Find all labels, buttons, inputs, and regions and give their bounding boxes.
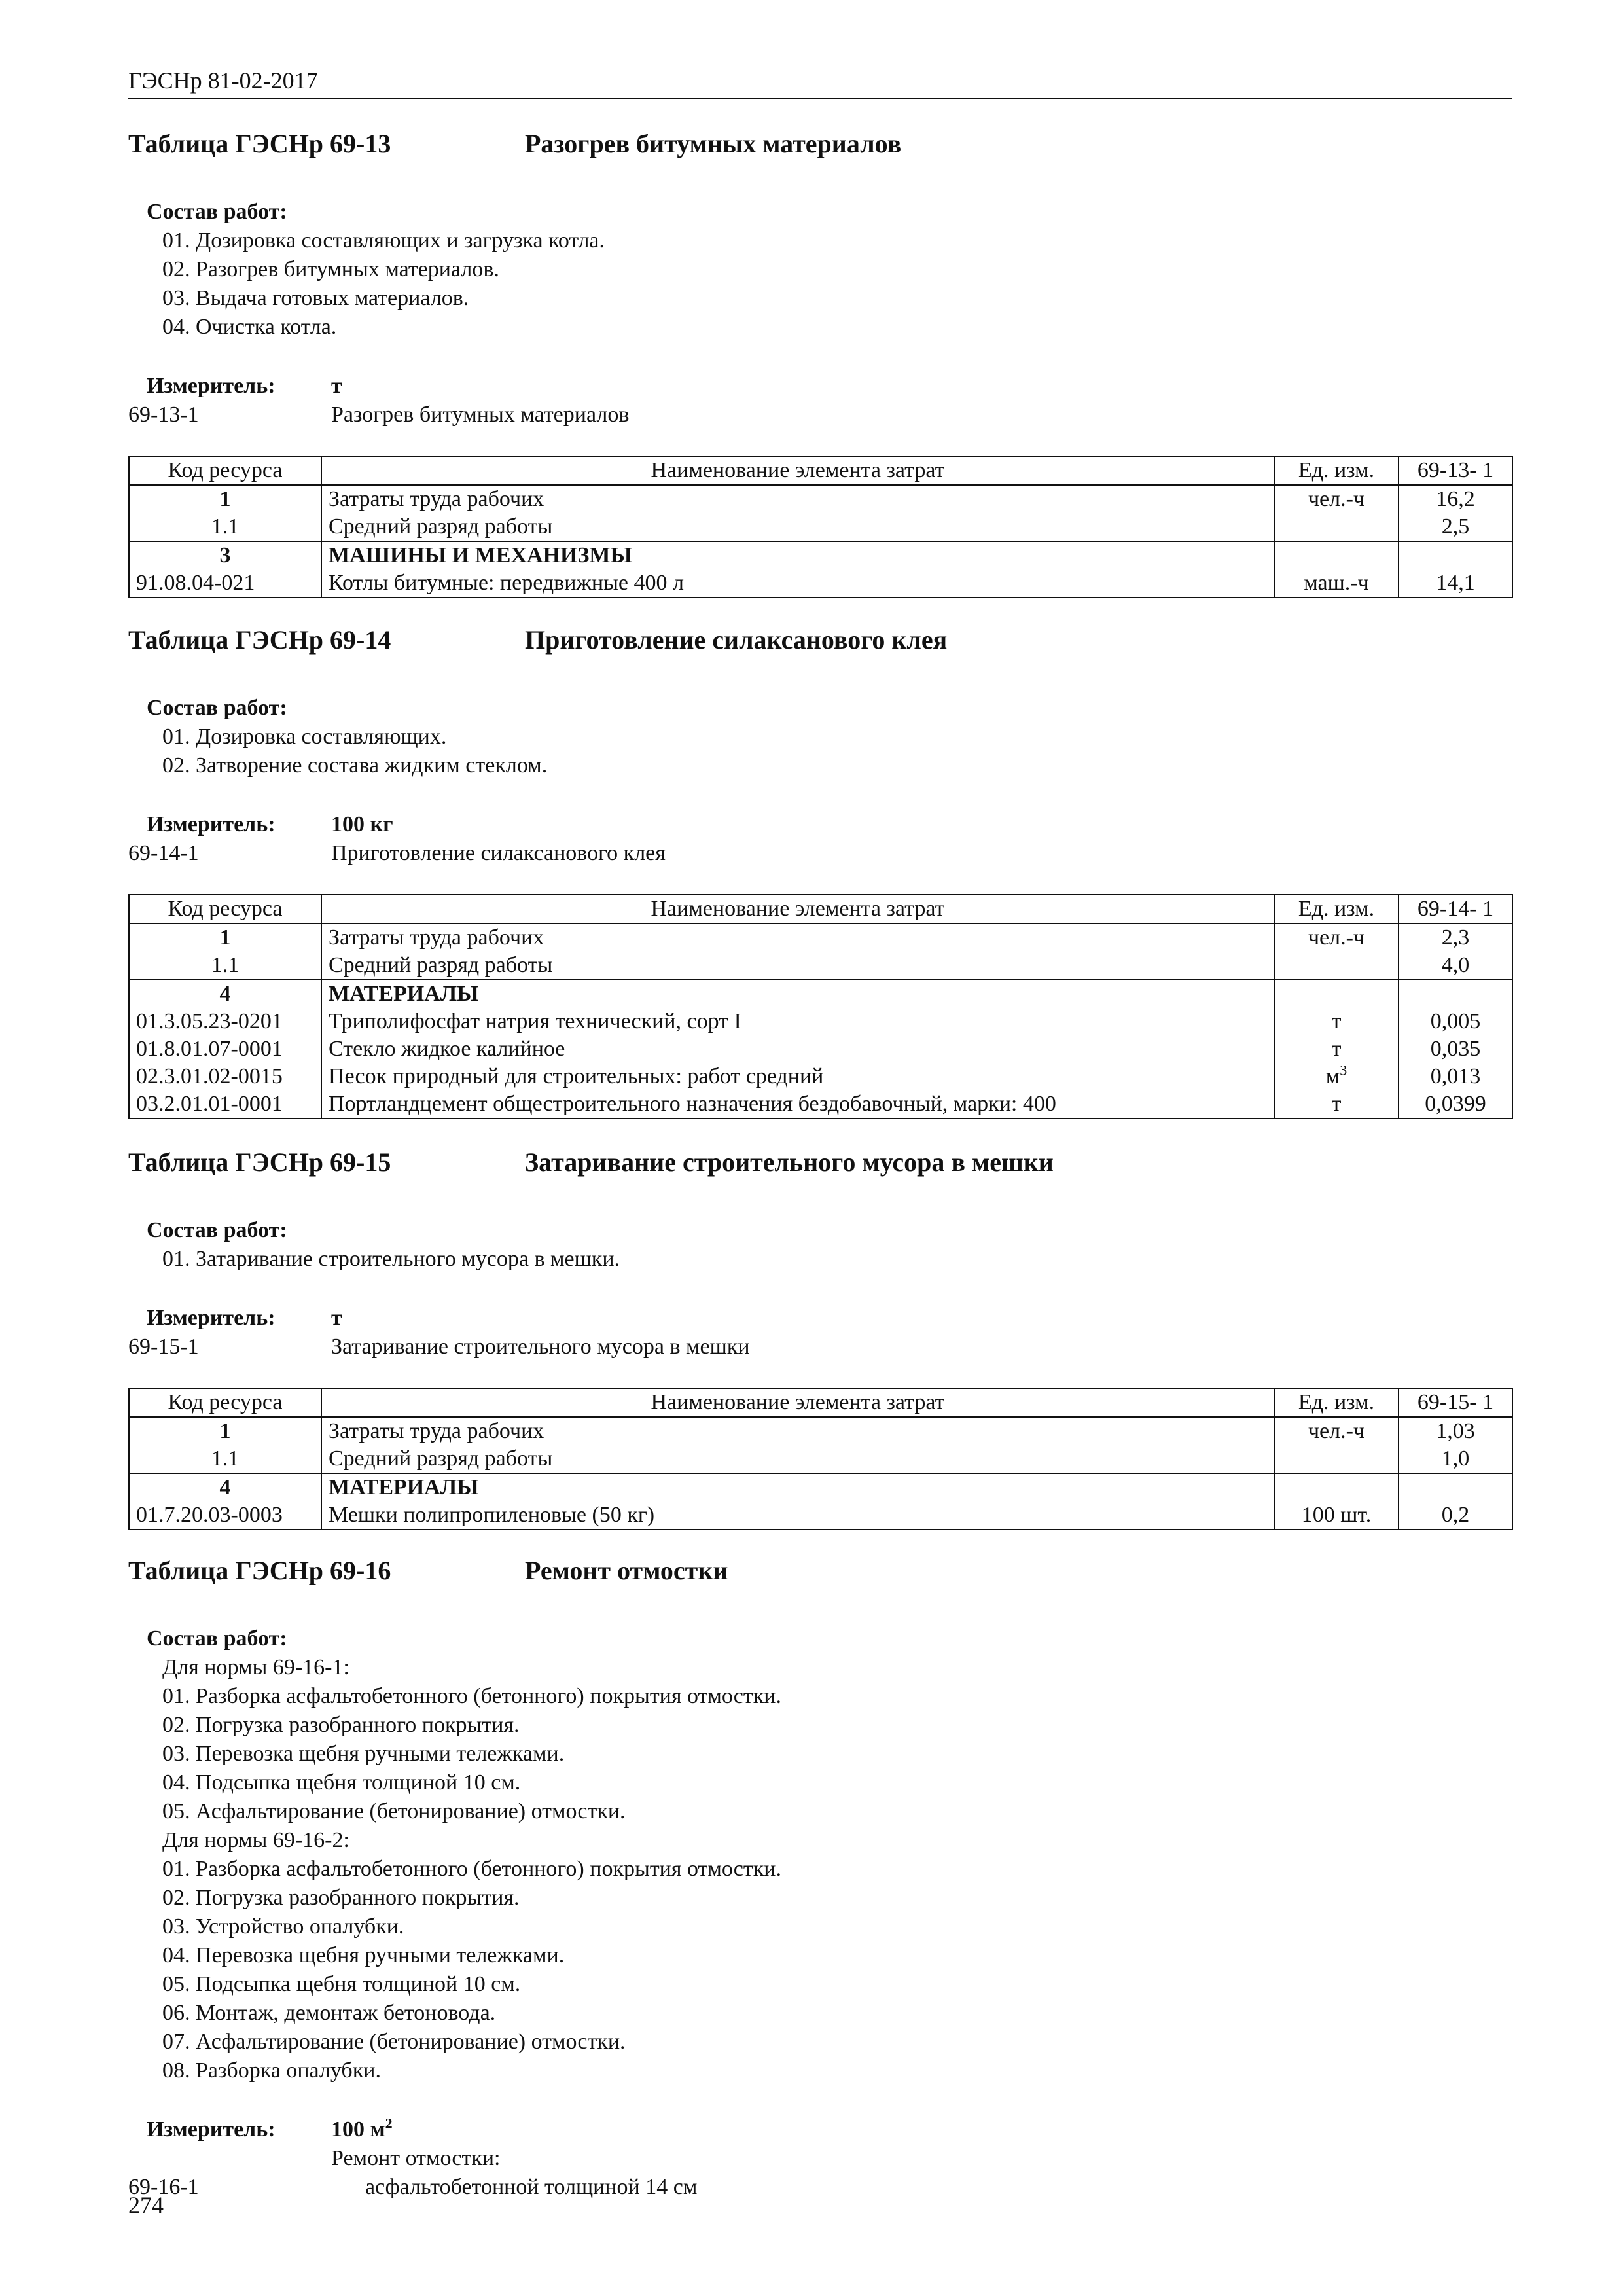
resource-name: Портландцемент общестроительного назначения бездобавочный, марки: 400 [321, 1090, 1274, 1119]
norm-name: Затаривание строительного мусора в мешки [331, 1335, 750, 1359]
resource-unit [1274, 952, 1399, 980]
table-row [129, 569, 1512, 598]
table-group-row [129, 1473, 1512, 1501]
norm-code: 69-15-1 [128, 1335, 199, 1359]
resource-value: 0,0399 [1399, 1090, 1512, 1119]
resource-name: Средний разряд работы [321, 1445, 1274, 1473]
works-list [128, 1245, 1512, 1274]
measure-block [128, 2115, 1512, 2202]
norm-name: Разогрев битумных материалов [331, 403, 630, 427]
resource-name: Песок природный для строительных: работ средний [321, 1063, 1274, 1090]
resource-value: 1,03 [1399, 1417, 1512, 1445]
resource-name: Мешки полипропиленовые (50 кг) [321, 1501, 1274, 1530]
work-item: 03. Выдача готовых материалов. [162, 286, 469, 310]
work-item: 03. Устройство опалубки. [162, 1914, 404, 1939]
table-group-row [129, 980, 1512, 1008]
table-row [129, 1090, 1512, 1119]
works-list [128, 226, 1512, 342]
norm-code: 69-16-1 [128, 2175, 199, 2199]
resource-name: Затраты труда рабочих [321, 1417, 1274, 1445]
col-unit-header: Ед. изм. [1274, 1388, 1399, 1417]
section-title [128, 128, 1512, 168]
works-label: Состав работ: [147, 200, 287, 224]
resource-unit [1274, 1473, 1399, 1501]
measure-block [128, 1304, 1512, 1361]
table-row [129, 513, 1512, 541]
resource-name: Стекло жидкое калийное [321, 1035, 1274, 1063]
work-item: 02. Погрузка разобранного покрытия. [162, 1713, 520, 1737]
measure-label: Измеритель: [147, 374, 276, 398]
norm-name: Приготовление силаксанового клея [331, 841, 666, 865]
work-item: 03. Перевозка щебня ручными тележками. [162, 1742, 565, 1766]
works-label: Состав работ: [147, 696, 287, 720]
resource-name: Затраты труда рабочих [321, 924, 1274, 952]
resource-unit: 100 шт. [1274, 1501, 1399, 1530]
section-title [128, 1147, 1512, 1186]
col-code-header: Код ресурса [129, 1388, 321, 1417]
resource-code: 02.3.01.02-0015 [129, 1063, 321, 1090]
work-item: 04. Подсыпка щебня толщиной 10 см. [162, 1770, 521, 1795]
measure-label: Измеритель: [147, 2117, 276, 2142]
resource-code: 1 [129, 924, 321, 952]
resource-group-name: МАШИНЫ И МЕХАНИЗМЫ [321, 541, 1274, 569]
table-number: Таблица ГЭСНр 69-13 [128, 129, 391, 158]
measure-block [128, 810, 1512, 868]
table-row [129, 924, 1512, 952]
work-item: 02. Погрузка разобранного покрытия. [162, 1886, 520, 1910]
norm-name: асфальтобетонной толщиной 14 см [365, 2175, 698, 2199]
resource-value: 0,2 [1399, 1501, 1512, 1530]
resource-code: 01.7.20.03-0003 [129, 1501, 321, 1530]
resource-code: 3 [129, 541, 321, 569]
works-list [128, 1653, 1512, 2085]
measure-label: Измеритель: [147, 812, 276, 836]
col-norm-header: 69-14- 1 [1399, 895, 1512, 924]
work-item: 06. Монтаж, демонтаж бетоновода. [162, 2001, 496, 2025]
table-name: Разогрев битумных материалов [525, 129, 902, 158]
work-item: 01. Дозировка составляющих. [162, 725, 447, 749]
col-name-header: Наименование элемента затрат [321, 456, 1274, 485]
measure-label: Измеритель: [147, 1306, 276, 1330]
col-name-header: Наименование элемента затрат [321, 895, 1274, 924]
resource-value: 14,1 [1399, 569, 1512, 598]
table-name: Ремонт отмостки [525, 1556, 728, 1585]
measure-value: т [331, 374, 342, 398]
table-number: Таблица ГЭСНр 69-14 [128, 625, 391, 655]
col-code-header: Код ресурса [129, 456, 321, 485]
unit-superscript: 2 [385, 2115, 393, 2132]
resource-value: 2,3 [1399, 924, 1512, 952]
resource-code: 4 [129, 980, 321, 1008]
section-69-16 [128, 1555, 1512, 2202]
table-name: Затаривание строительного мусора в мешки [525, 1147, 1054, 1177]
table-row [129, 1445, 1512, 1473]
table-row [129, 1063, 1512, 1090]
table-row [129, 485, 1512, 513]
resource-code: 01.8.01.07-0001 [129, 1035, 321, 1063]
resource-code: 1 [129, 1417, 321, 1445]
section-title [128, 1555, 1512, 1594]
resource-table [128, 456, 1513, 598]
resource-name: Средний разряд работы [321, 952, 1274, 980]
resource-table [128, 1388, 1513, 1530]
work-item: 01. Разборка асфальтобетонного (бетонного) покрытия отмостки. [162, 1857, 781, 1881]
resource-code: 01.3.05.23-0201 [129, 1008, 321, 1035]
section-title [128, 624, 1512, 664]
work-item: 04. Очистка котла. [162, 315, 337, 339]
resource-value [1399, 1473, 1512, 1501]
resource-unit [1274, 1445, 1399, 1473]
table-row [129, 1035, 1512, 1063]
measure-value: 100 м [331, 2117, 385, 2142]
measure-block [128, 372, 1512, 429]
resource-code: 4 [129, 1473, 321, 1501]
resource-group-name: МАТЕРИАЛЫ [321, 980, 1274, 1008]
work-item: 01. Разборка асфальтобетонного (бетонного) покрытия отмостки. [162, 1684, 781, 1708]
col-unit-header: Ед. изм. [1274, 895, 1399, 924]
resource-value: 2,5 [1399, 513, 1512, 541]
resource-name: Средний разряд работы [321, 513, 1274, 541]
resource-unit [1274, 513, 1399, 541]
resource-code: 03.2.01.01-0001 [129, 1090, 321, 1119]
section-69-13 [128, 128, 1512, 598]
resource-code: 1 [129, 485, 321, 513]
work-item: 05. Асфальтирование (бетонирование) отмостки. [162, 1799, 626, 1823]
work-item: 02. Разогрев битумных материалов. [162, 257, 499, 281]
norm-code: 69-14-1 [128, 841, 199, 865]
table-row [129, 1008, 1512, 1035]
table-number: Таблица ГЭСНр 69-15 [128, 1147, 391, 1177]
resource-name: Триполифосфат натрия технический, сорт I [321, 1008, 1274, 1035]
table-header-row [129, 456, 1512, 485]
work-item: 01. Дозировка составляющих и загрузка котла. [162, 228, 605, 253]
col-name-header: Наименование элемента затрат [321, 1388, 1274, 1417]
resource-unit: м [1325, 1064, 1340, 1088]
measure-value: т [331, 1306, 342, 1330]
table-header-row [129, 1388, 1512, 1417]
norm-group-caption: Ремонт отмостки: [331, 2146, 501, 2170]
resource-value: 16,2 [1399, 485, 1512, 513]
work-item: 08. Разборка опалубки. [162, 2058, 381, 2083]
unit-superscript: 3 [1340, 1063, 1347, 1079]
table-name: Приготовление силаксанового клея [525, 625, 948, 655]
table-group-row [129, 541, 1512, 569]
resource-unit: т [1274, 1090, 1399, 1119]
resource-unit-cell [1274, 1063, 1399, 1090]
work-item: 05. Подсыпка щебня толщиной 10 см. [162, 1972, 521, 1996]
resource-code: 91.08.04-021 [129, 569, 321, 598]
works-subheading: Для нормы 69-16-1: [162, 1655, 349, 1679]
work-item: 07. Асфальтирование (бетонирование) отмостки. [162, 2030, 626, 2054]
col-code-header: Код ресурса [129, 895, 321, 924]
work-item: 04. Перевозка щебня ручными тележками. [162, 1943, 565, 1967]
section-69-14 [128, 624, 1512, 1119]
measure-value-wrap [331, 2115, 393, 2144]
resource-code: 1.1 [129, 513, 321, 541]
table-row [129, 1501, 1512, 1530]
document-code: ГЭСНр 81-02-2017 [128, 67, 318, 94]
resource-value: 4,0 [1399, 952, 1512, 980]
works-subheading: Для нормы 69-16-2: [162, 1828, 349, 1852]
table-row [129, 1417, 1512, 1445]
header-divider [128, 98, 1512, 99]
resource-unit: чел.-ч [1274, 485, 1399, 513]
col-unit-header: Ед. изм. [1274, 456, 1399, 485]
resource-value [1399, 980, 1512, 1008]
resource-code: 1.1 [129, 952, 321, 980]
resource-unit: чел.-ч [1274, 924, 1399, 952]
table-header-row [129, 895, 1512, 924]
resource-unit: т [1274, 1035, 1399, 1063]
resource-unit: маш.-ч [1274, 569, 1399, 598]
section-69-15 [128, 1147, 1512, 1530]
page-number: 274 [128, 2192, 164, 2218]
work-item: 01. Затаривание строительного мусора в мешки. [162, 1247, 620, 1271]
measure-value: 100 кг [331, 812, 393, 836]
table-number: Таблица ГЭСНр 69-16 [128, 1556, 391, 1585]
resource-value: 0,035 [1399, 1035, 1512, 1063]
col-norm-header: 69-13- 1 [1399, 456, 1512, 485]
resource-code: 1.1 [129, 1445, 321, 1473]
resource-unit [1274, 541, 1399, 569]
resource-name: Котлы битумные: передвижные 400 л [321, 569, 1274, 598]
resource-unit [1274, 980, 1399, 1008]
works-label: Состав работ: [147, 1218, 287, 1242]
works-label: Состав работ: [147, 1626, 287, 1651]
table-row [129, 952, 1512, 980]
col-norm-header: 69-15- 1 [1399, 1388, 1512, 1417]
work-item: 02. Затворение состава жидким стеклом. [162, 753, 548, 778]
resource-table [128, 894, 1513, 1119]
works-list [128, 723, 1512, 780]
resource-group-name: МАТЕРИАЛЫ [321, 1473, 1274, 1501]
resource-value [1399, 541, 1512, 569]
resource-value: 1,0 [1399, 1445, 1512, 1473]
resource-value: 0,013 [1399, 1063, 1512, 1090]
resource-name: Затраты труда рабочих [321, 485, 1274, 513]
resource-unit: т [1274, 1008, 1399, 1035]
resource-unit: чел.-ч [1274, 1417, 1399, 1445]
norm-code: 69-13-1 [128, 403, 199, 427]
resource-value: 0,005 [1399, 1008, 1512, 1035]
